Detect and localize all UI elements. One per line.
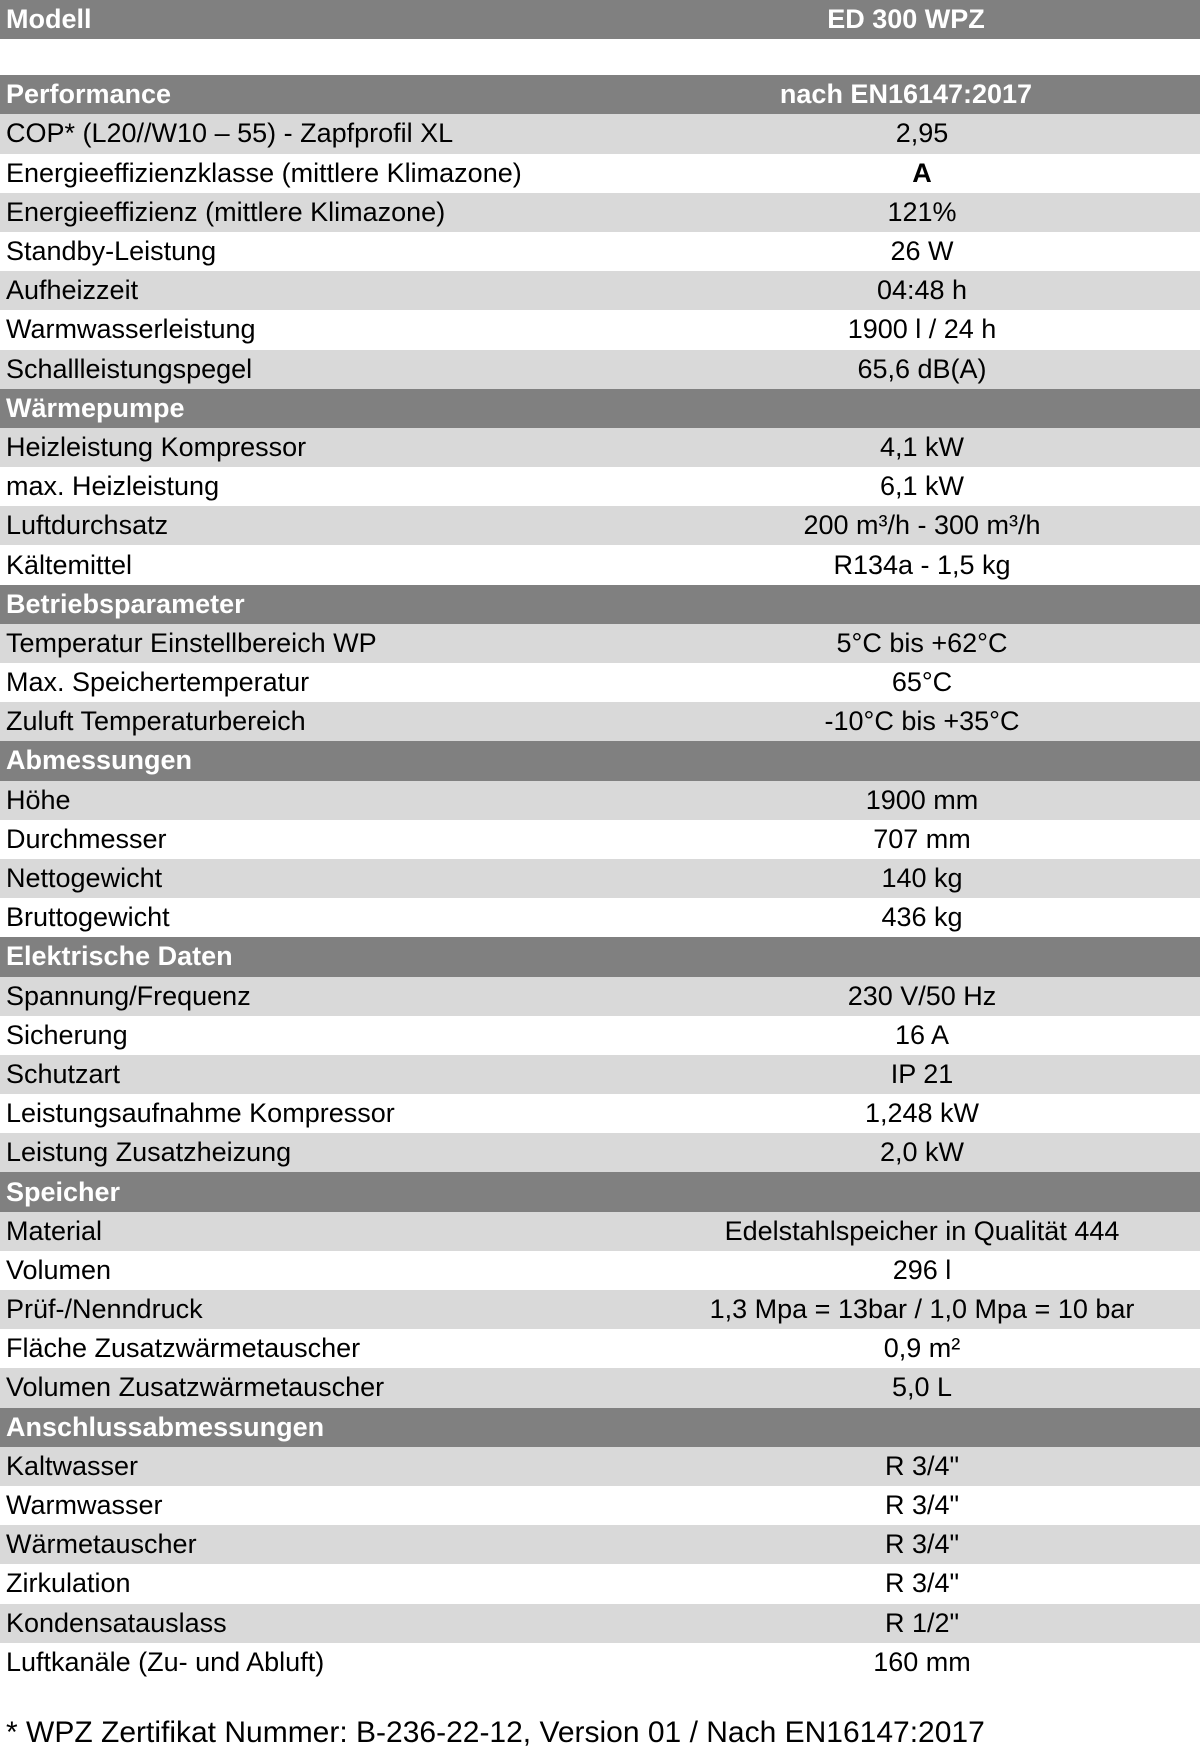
spec-value: 1,3 Mpa = 13bar / 1,0 Mpa = 10 bar (709, 1294, 1135, 1325)
spec-value: 2,95 (895, 118, 949, 149)
section-title: Wärmepumpe (6, 392, 185, 423)
spec-value: R 3/4" (884, 1568, 960, 1599)
spec-label: Heizleistung Kompressor (6, 431, 307, 462)
spec-label: Volumen (6, 1254, 112, 1285)
section-title: Elektrische Daten (6, 941, 233, 972)
section-title: Speicher (6, 1176, 121, 1207)
spec-label: Zuluft Temperaturbereich (6, 706, 306, 737)
spec-row (0, 977, 1200, 1016)
spec-row (0, 1486, 1200, 1525)
spec-row (0, 663, 1200, 702)
section-title: Performance (6, 79, 172, 110)
spec-row (0, 898, 1200, 937)
spec-value: 1900 l / 24 h (847, 314, 997, 345)
spec-value: R 3/4" (884, 1529, 960, 1560)
spec-value: R134a - 1,5 kg (833, 549, 1011, 580)
spec-value: 436 kg (881, 902, 963, 933)
spec-row (0, 310, 1200, 349)
spec-value: Edelstahlspeicher in Qualität 444 (724, 1215, 1120, 1246)
section-standard: nach EN16147:2017 (779, 79, 1033, 110)
spec-row (0, 1094, 1200, 1133)
spec-row (0, 1016, 1200, 1055)
spec-value: 65,6 dB(A) (857, 353, 987, 384)
spec-row (0, 1643, 1200, 1682)
header-spacer (0, 39, 1200, 75)
spec-row (0, 506, 1200, 545)
spec-value: R 3/4" (884, 1490, 960, 1521)
spec-value: 160 mm (873, 1646, 971, 1677)
spec-value: 04:48 h (876, 275, 968, 306)
spec-label: Wärmetauscher (6, 1529, 197, 1560)
spec-value: 4,1 kW (879, 431, 965, 462)
section-header (0, 75, 1200, 114)
spec-value: A (912, 157, 932, 188)
spec-label: Bruttogewicht (6, 902, 170, 933)
spec-value: R 3/4" (884, 1450, 960, 1481)
spec-value: 2,0 kW (879, 1137, 965, 1168)
spec-row (0, 781, 1200, 820)
model-label: Modell (6, 4, 92, 35)
section-header (0, 585, 1200, 624)
spec-row (0, 1251, 1200, 1290)
model-header-row (0, 0, 1200, 39)
spec-row (0, 193, 1200, 232)
spec-row (0, 271, 1200, 310)
spec-row (0, 859, 1200, 898)
spec-label: Nettogewicht (6, 863, 163, 894)
spec-row (0, 1368, 1200, 1407)
section-header (0, 741, 1200, 780)
spec-label: Temperatur Einstellbereich WP (6, 627, 377, 658)
spec-value: R 1/2" (884, 1607, 960, 1638)
spec-row (0, 1133, 1200, 1172)
spec-label: Prüf-/Nenndruck (6, 1294, 203, 1325)
spec-label: Energieeffizienzklasse (mittlere Klimazone) (6, 157, 522, 188)
spec-row (0, 1525, 1200, 1564)
certificate-footnote: * WPZ Zertifikat Nummer: B-236-22-12, Version 01 / Nach EN16147:2017 (6, 1716, 985, 1749)
section-title: Anschlussabmessungen (6, 1411, 325, 1442)
spec-row (0, 702, 1200, 741)
spec-value: 65°C (891, 667, 953, 698)
spec-label: Leistung Zusatzheizung (6, 1137, 292, 1168)
spec-row (0, 467, 1200, 506)
spec-row (0, 1604, 1200, 1643)
spec-label: Sicherung (6, 1019, 128, 1050)
spec-label: Kältemittel (6, 549, 133, 580)
spec-row (0, 624, 1200, 663)
spec-label: Warmwasserleistung (6, 314, 256, 345)
spec-value: 200 m³/h - 300 m³/h (803, 510, 1041, 541)
spec-label: Luftkanäle (Zu- und Abluft) (6, 1646, 325, 1677)
spec-value: 296 l (892, 1254, 952, 1285)
spec-label: Luftdurchsatz (6, 510, 169, 541)
spec-label: Durchmesser (6, 823, 167, 854)
spec-row (0, 428, 1200, 467)
spec-label: Schutzart (6, 1058, 121, 1089)
section-header (0, 389, 1200, 428)
spec-label: COP* (L20//W10 – 55) - Zapfprofil XL (6, 118, 454, 149)
spec-row (0, 114, 1200, 153)
spec-value: 1900 mm (865, 784, 979, 815)
spec-value: 0,9 m² (883, 1333, 961, 1364)
spec-row (0, 1055, 1200, 1094)
spec-value: 230 V/50 Hz (847, 980, 997, 1011)
spec-row (0, 1329, 1200, 1368)
spec-value: 5,0 L (891, 1372, 953, 1403)
spec-row (0, 154, 1200, 193)
spec-value: -10°C bis +35°C (824, 706, 1020, 737)
spec-value: 707 mm (873, 823, 971, 854)
spec-row (0, 232, 1200, 271)
spec-label: Leistungsaufnahme Kompressor (6, 1098, 395, 1129)
model-value: ED 300 WPZ (827, 4, 985, 35)
section-header (0, 1408, 1200, 1447)
spec-value: IP 21 (890, 1058, 954, 1089)
spec-row (0, 1212, 1200, 1251)
spec-row (0, 820, 1200, 859)
spec-label: Max. Speichertemperatur (6, 667, 310, 698)
spec-value: 121% (887, 196, 957, 227)
spec-value: 6,1 kW (879, 471, 965, 502)
spec-value: 5°C bis +62°C (836, 627, 1008, 658)
spec-row (0, 1447, 1200, 1486)
spec-row (0, 1564, 1200, 1603)
spec-label: max. Heizleistung (6, 471, 220, 502)
spec-label: Material (6, 1215, 103, 1246)
spec-label: Schallleistungspegel (6, 353, 253, 384)
section-title: Betriebsparameter (6, 588, 245, 619)
spec-value: 1,248 kW (864, 1098, 980, 1129)
spec-label: Zirkulation (6, 1568, 131, 1599)
spec-label: Kondensatauslass (6, 1607, 227, 1638)
spec-label: Volumen Zusatzwärmetauscher (6, 1372, 385, 1403)
spec-label: Höhe (6, 784, 71, 815)
spec-label: Energieeffizienz (mittlere Klimazone) (6, 196, 446, 227)
section-header (0, 1172, 1200, 1211)
spec-value: 16 A (894, 1019, 950, 1050)
spec-table (0, 75, 1200, 1682)
spec-value: 26 W (890, 236, 954, 267)
spec-row (0, 1290, 1200, 1329)
spec-label: Warmwasser (6, 1490, 163, 1521)
spec-label: Aufheizzeit (6, 275, 139, 306)
spec-row (0, 545, 1200, 584)
spec-row (0, 350, 1200, 389)
spec-label: Fläche Zusatzwärmetauscher (6, 1333, 361, 1364)
section-header (0, 937, 1200, 976)
spec-label: Kaltwasser (6, 1450, 139, 1481)
spec-label: Standby-Leistung (6, 236, 217, 267)
spec-label: Spannung/Frequenz (6, 980, 251, 1011)
section-title: Abmessungen (6, 745, 193, 776)
spec-value: 140 kg (881, 863, 963, 894)
